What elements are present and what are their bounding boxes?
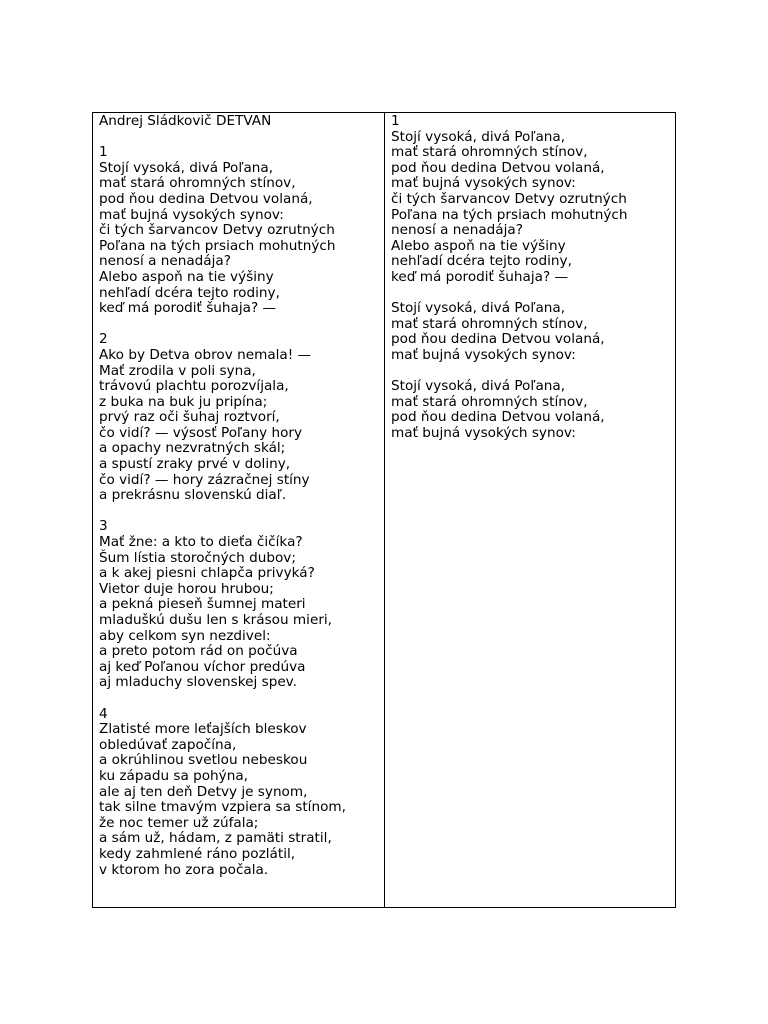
- text-line: Alebo aspoň na tie výšiny: [99, 268, 274, 285]
- text-line: Vietor duje horou hrubou;: [99, 580, 274, 597]
- text-line: pod ňou dedina Detvou volaná,: [391, 409, 605, 426]
- text-line: nehľadí dcéra tejto rodiny,: [99, 284, 280, 301]
- text-line: Šum lístia storočných dubov;: [99, 549, 296, 566]
- text-line: ku západu sa pohýna,: [99, 767, 248, 784]
- text-line: Mať zrodila v poli syna,: [99, 362, 256, 379]
- text-line: a spustí zraky prvé v doliny,: [99, 456, 291, 473]
- text-line: aby celkom syn nezdivel:: [99, 627, 271, 644]
- text-line: z buka na buk ju pripína;: [99, 393, 268, 410]
- left-column-cell: [93, 113, 385, 907]
- text-line: Poľana na tých prsiach mohutných: [391, 206, 628, 223]
- text-line: 4: [99, 705, 108, 722]
- right-column-cell: [385, 113, 675, 907]
- text-line: v ktorom ho zora počala.: [99, 861, 269, 878]
- text-line: mať stará ohromných stínov,: [391, 393, 588, 410]
- text-line: Poľana na tých prsiach mohutných: [99, 237, 336, 254]
- text-line: nenosí a nenadája?: [99, 253, 231, 270]
- text-line: aj keď Poľanou víchor predúva: [99, 658, 306, 675]
- text-line: čo vidí? — hory zázračnej stíny: [99, 471, 310, 488]
- text-line: [99, 317, 380, 333]
- text-line: 1: [391, 113, 400, 129]
- text-line: Andrej Sládkovič DETVAN: [99, 113, 272, 129]
- text-line: nehľadí dcéra tejto rodiny,: [391, 253, 572, 270]
- text-line: aj mladuchy slovenskej spev.: [99, 674, 297, 691]
- text-line: [99, 691, 380, 707]
- text-line: mať stará ohromných stínov,: [99, 175, 296, 192]
- text-line: tak silne tmavým vzpiera sa stínom,: [99, 799, 346, 816]
- two-column-table: [92, 112, 676, 908]
- text-line: [391, 286, 671, 302]
- text-line: a k akej piesni chlapča privyká?: [99, 565, 315, 582]
- text-line: Ako by Detva obrov nemala! —: [99, 346, 312, 363]
- text-line: obledúvať započína,: [99, 736, 237, 753]
- text-line: a okrúhlinou svetlou nebeskou: [99, 752, 308, 769]
- text-line: čo vidí? — výsosť Poľany hory: [99, 424, 303, 441]
- text-line: Zlatisté more leťajších bleskov: [99, 721, 307, 738]
- text-line: Alebo aspoň na tie výšiny: [391, 237, 566, 254]
- text-line: pod ňou dedina Detvou volaná,: [391, 159, 605, 176]
- text-line: [99, 504, 380, 520]
- text-line: mať bujná vysokých synov:: [99, 206, 284, 223]
- text-line: mať bujná vysokých synov:: [391, 424, 576, 441]
- text-line: 2: [99, 331, 108, 348]
- text-line: mať stará ohromných stínov,: [391, 315, 588, 332]
- text-line: prvý raz oči šuhaj roztvorí,: [99, 409, 280, 426]
- text-line: že noc temer už zúfala;: [99, 814, 259, 831]
- text-line: keď má porodiť šuhaja? —: [391, 268, 569, 285]
- text-line: Stojí vysoká, divá Poľana,: [99, 159, 274, 176]
- text-line: mladuškú dušu len s krásou mieri,: [99, 612, 333, 628]
- text-line: 1: [99, 144, 108, 161]
- text-line: či tých šarvancov Detvy ozrutných: [99, 222, 335, 239]
- text-line: ale aj ten deň Detvy je synom,: [99, 783, 308, 800]
- text-line: trávovú plachtu porozvíjala,: [99, 378, 289, 395]
- text-line: nenosí a nenadája?: [391, 222, 523, 239]
- text-line: pod ňou dedina Detvou volaná,: [99, 190, 313, 207]
- text-line: [99, 130, 380, 146]
- text-line: mať stará ohromných stínov,: [391, 144, 588, 161]
- text-line: a preto potom rád on počúva: [99, 643, 298, 660]
- text-line: Stojí vysoká, divá Poľana,: [391, 378, 566, 395]
- text-line: kedy zahmlené ráno pozlátil,: [99, 845, 296, 862]
- text-line: Stojí vysoká, divá Poľana,: [391, 300, 566, 317]
- text-line: [391, 364, 671, 380]
- text-line: pod ňou dedina Detvou volaná,: [391, 331, 605, 348]
- text-line: a sám už, hádam, z pamäti stratil,: [99, 830, 332, 847]
- text-line: či tých šarvancov Detvy ozrutných: [391, 190, 627, 207]
- text-line: mať bujná vysokých synov:: [391, 175, 576, 192]
- text-line: 3: [99, 518, 108, 535]
- text-line: keď má porodiť šuhaja? —: [99, 300, 277, 317]
- text-line: a pekná pieseň šumnej materi: [99, 596, 306, 613]
- text-line: mať bujná vysokých synov:: [391, 346, 576, 363]
- text-line: Mať žne: a kto to dieťa čičíka?: [99, 534, 303, 551]
- text-line: a prekrásnu slovenskú diaľ.: [99, 487, 287, 504]
- text-line: a opachy nezvratných skál;: [99, 440, 286, 457]
- text-line: Stojí vysoká, divá Poľana,: [391, 128, 566, 145]
